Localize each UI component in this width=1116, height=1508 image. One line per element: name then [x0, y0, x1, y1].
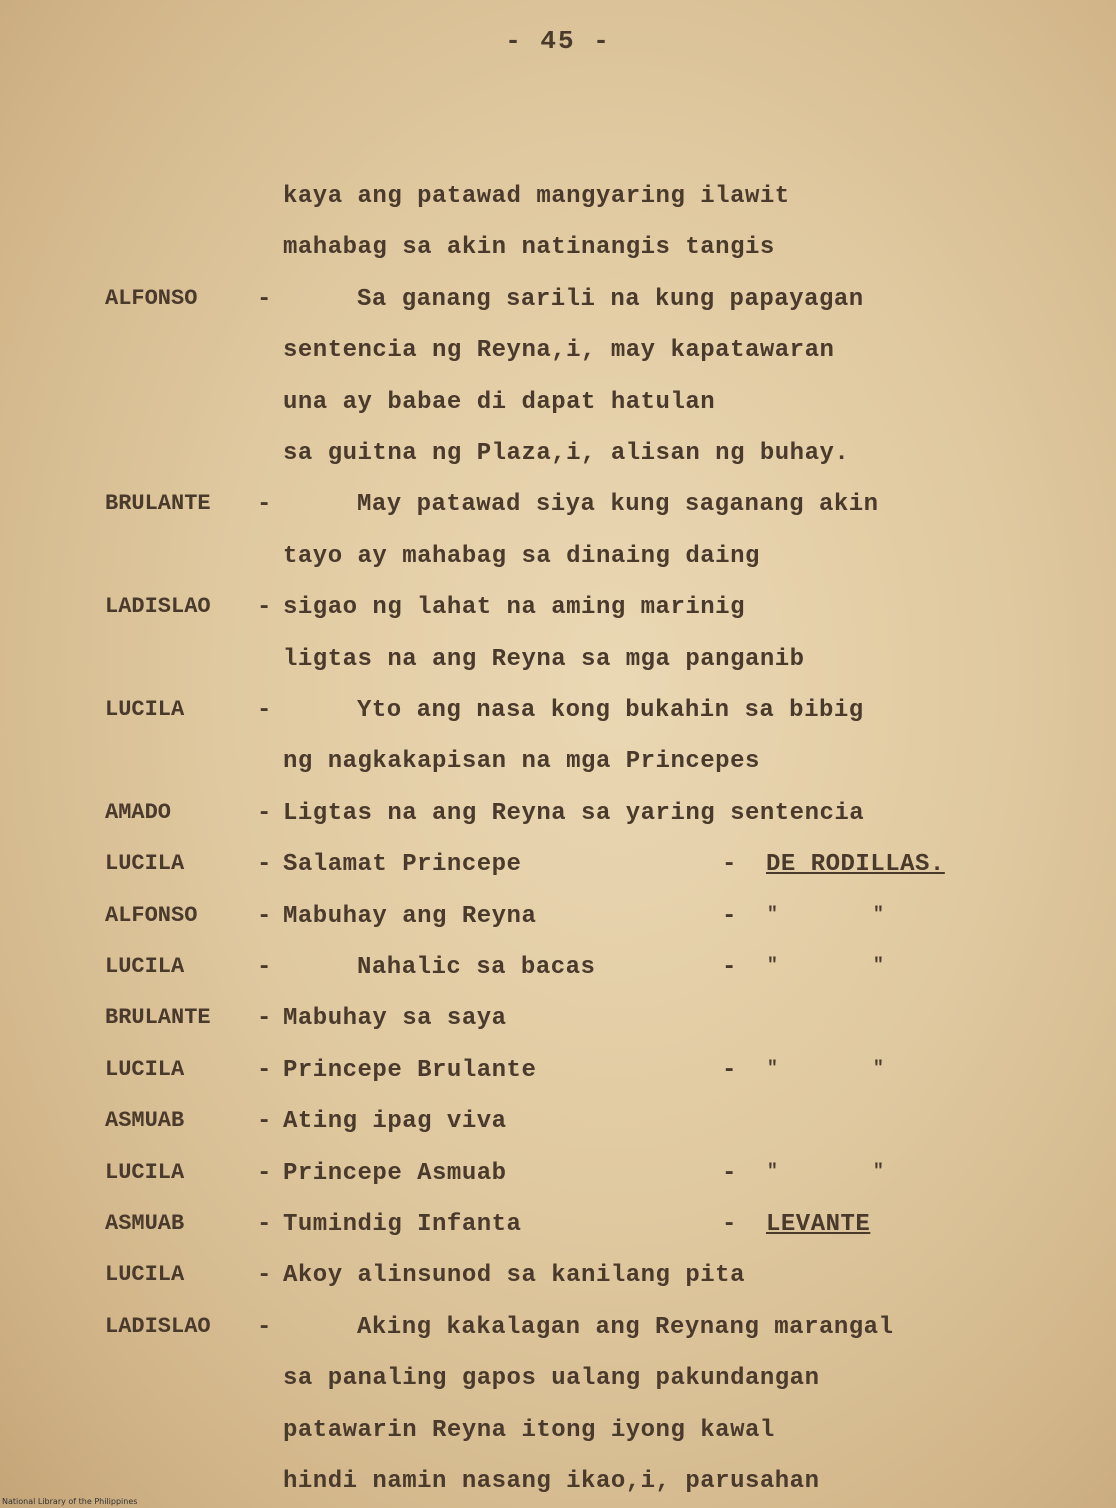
stage-direction: DE RODILLAS. — [766, 851, 945, 878]
speaker-name: AMADO — [105, 800, 172, 825]
speaker-dash: - — [257, 1160, 272, 1187]
script-line — [0, 1211, 1116, 1251]
page-number: - 45 - — [505, 26, 611, 56]
speaker-dash: - — [257, 1262, 272, 1289]
speaker-name: ALFONSO — [105, 903, 198, 928]
script-line — [0, 337, 1116, 377]
speaker-dash: - — [257, 491, 272, 518]
script-line — [0, 903, 1116, 943]
dialogue-text: sa guitna ng Plaza,i, alisan ng buhay. — [283, 440, 850, 467]
dialogue-text: una ay babae di dapat hatulan — [283, 389, 716, 416]
dialogue-text: Sa ganang sarili na kung papayagan — [357, 286, 864, 313]
speaker-name: LUCILA — [105, 1262, 185, 1287]
script-line — [0, 440, 1116, 480]
script-line — [0, 1005, 1116, 1045]
speaker-dash: - — [257, 851, 272, 878]
dialogue-text: Nahalic sa bacas — [357, 954, 596, 981]
speaker-name: LUCILA — [105, 851, 185, 876]
stage-direction-dash: - — [722, 1057, 737, 1084]
speaker-name: LUCILA — [105, 1160, 185, 1185]
speaker-name: ASMUAB — [105, 1211, 185, 1236]
dialogue-text: May patawad siya kung saganang akin — [357, 491, 879, 518]
dialogue-text: mahabag sa akin natinangis tangis — [283, 234, 775, 261]
dialogue-text: Salamat Princepe — [283, 851, 522, 878]
speaker-dash: - — [257, 1005, 272, 1032]
script-line — [0, 800, 1116, 840]
dialogue-text: Aking kakalagan ang Reynang marangal — [357, 1314, 894, 1341]
script-line — [0, 1057, 1116, 1097]
speaker-dash: - — [257, 594, 272, 621]
script-line — [0, 646, 1116, 686]
dialogue-text: Princepe Brulante — [283, 1057, 537, 1084]
dialogue-text: ligtas na ang Reyna sa mga panganib — [283, 646, 805, 673]
dialogue-text: Tumindig Infanta — [283, 1211, 522, 1238]
stage-direction: LEVANTE — [766, 1211, 871, 1238]
dialogue-text: kaya ang patawad mangyaring ilawit — [283, 183, 790, 210]
script-line — [0, 748, 1116, 788]
dialogue-text: sentencia ng Reyna,i, may kapatawaran — [283, 337, 835, 364]
stage-direction-dash: - — [722, 954, 737, 981]
script-line — [0, 491, 1116, 531]
script-line — [0, 1365, 1116, 1405]
dialogue-text: ng nagkakapisan na mga Princepes — [283, 748, 760, 775]
script-line — [0, 1262, 1116, 1302]
dialogue-text: sa panaling gapos ualang pakundangan — [283, 1365, 820, 1392]
stage-direction-dash: - — [722, 1211, 737, 1238]
dialogue-text: Akoy alinsunod sa kanilang pita — [283, 1262, 745, 1289]
dialogue-text: Ligtas na ang Reyna sa yaring sentencia — [283, 800, 865, 827]
ditto-mark: " — [873, 1162, 885, 1182]
script-line — [0, 1160, 1116, 1200]
speaker-name: BRULANTE — [105, 1005, 211, 1030]
ditto-mark: " — [767, 1059, 779, 1079]
speaker-name: ASMUAB — [105, 1108, 185, 1133]
script-line — [0, 1417, 1116, 1457]
speaker-name: LADISLAO — [105, 1314, 211, 1339]
ditto-mark: " — [873, 905, 885, 925]
speaker-dash: - — [257, 800, 272, 827]
speaker-dash: - — [257, 697, 272, 724]
script-line — [0, 389, 1116, 429]
dialogue-text: Ating ipag viva — [283, 1108, 507, 1135]
speaker-name: LADISLAO — [105, 594, 211, 619]
script-line — [0, 697, 1116, 737]
dialogue-text: Princepe Asmuab — [283, 1160, 507, 1187]
speaker-dash: - — [257, 1314, 272, 1341]
stage-direction-dash: - — [722, 903, 737, 930]
ditto-mark: " — [767, 1162, 779, 1182]
dialogue-text: patawarin Reyna itong iyong kawal — [283, 1417, 775, 1444]
stage-direction-dash: - — [722, 1160, 737, 1187]
speaker-dash: - — [257, 1211, 272, 1238]
dialogue-text: hindi namin nasang ikao,i, parusahan — [283, 1468, 820, 1495]
speaker-dash: - — [257, 286, 272, 313]
ditto-mark: " — [767, 905, 779, 925]
script-line — [0, 286, 1116, 326]
speaker-name: BRULANTE — [105, 491, 211, 516]
script-line — [0, 234, 1116, 274]
script-line — [0, 594, 1116, 634]
script-line — [0, 1108, 1116, 1148]
dialogue-text: Mabuhay ang Reyna — [283, 903, 537, 930]
script-line — [0, 954, 1116, 994]
script-line — [0, 851, 1116, 891]
speaker-name: ALFONSO — [105, 286, 198, 311]
speaker-dash: - — [257, 954, 272, 981]
dialogue-text: tayo ay mahabag sa dinaing daing — [283, 543, 760, 570]
dialogue-text: sigao ng lahat na aming marinig — [283, 594, 745, 621]
speaker-dash: - — [257, 1057, 272, 1084]
speaker-dash: - — [257, 903, 272, 930]
dialogue-text: Yto ang nasa kong bukahin sa bibig — [357, 697, 864, 724]
ditto-mark: " — [873, 956, 885, 976]
dialogue-text: Mabuhay sa saya — [283, 1005, 507, 1032]
footer-credit: National Library of the Philippines — [2, 1497, 138, 1506]
speaker-name: LUCILA — [105, 697, 185, 722]
script-line — [0, 1468, 1116, 1508]
script-line — [0, 183, 1116, 223]
ditto-mark: " — [767, 956, 779, 976]
script-line — [0, 543, 1116, 583]
stage-direction-dash: - — [722, 851, 737, 878]
speaker-name: LUCILA — [105, 954, 185, 979]
speaker-name: LUCILA — [105, 1057, 185, 1082]
ditto-mark: " — [873, 1059, 885, 1079]
speaker-dash: - — [257, 1108, 272, 1135]
script-line — [0, 1314, 1116, 1354]
